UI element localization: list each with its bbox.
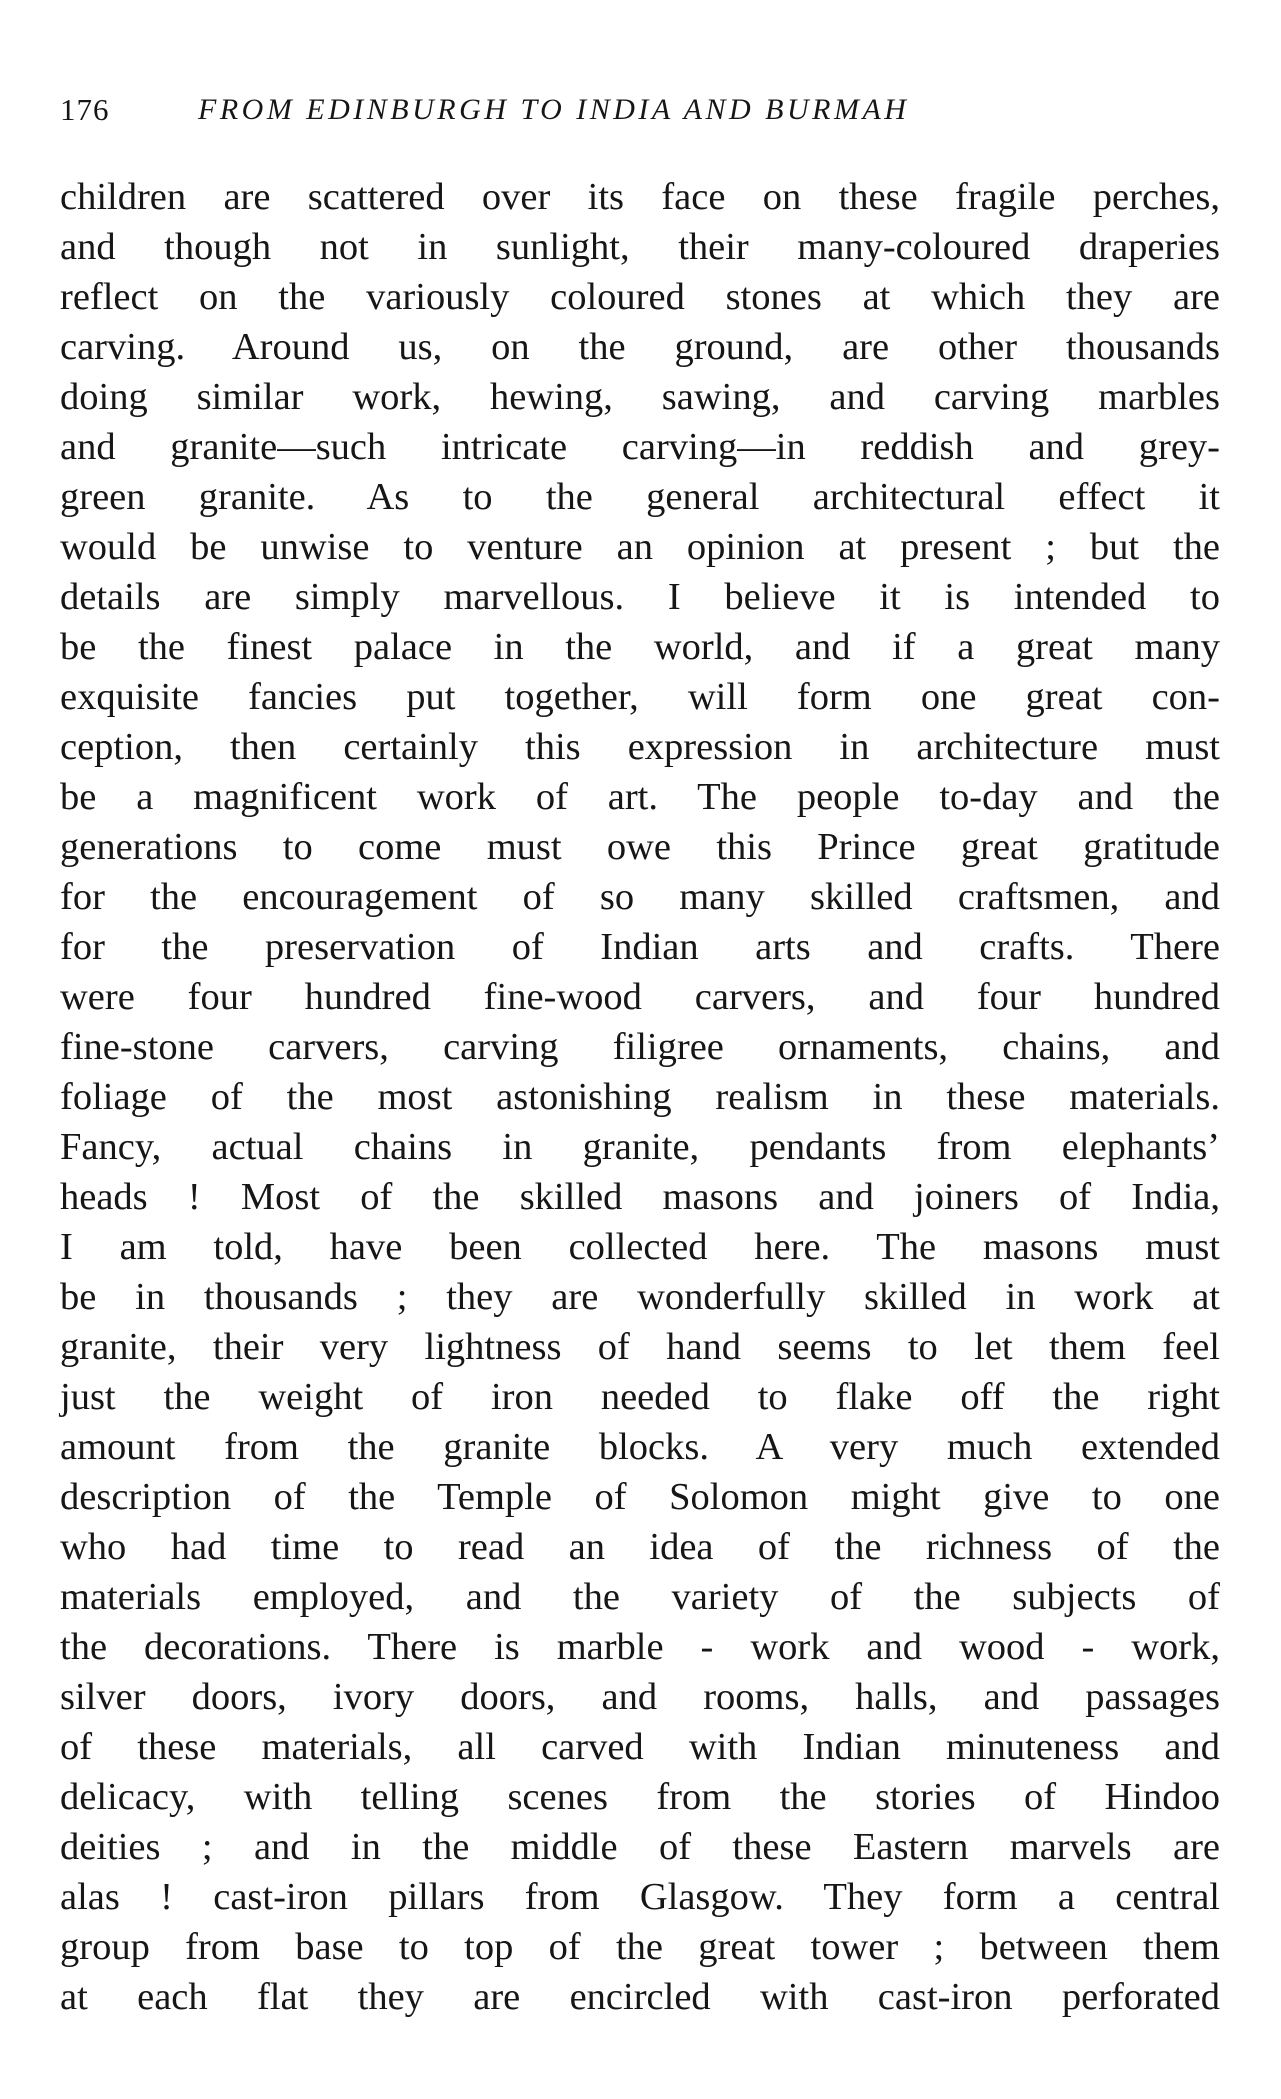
text-line: ception, then certainly this expression in architecture must bbox=[60, 726, 1220, 768]
text-line: amount from the granite blocks. A very much extended bbox=[60, 1426, 1220, 1468]
text-line: the decorations. There is marble - work and wood - work, bbox=[60, 1626, 1220, 1668]
page-header bbox=[60, 90, 1220, 130]
text-line: who had time to read an idea of the richness of the bbox=[60, 1526, 1220, 1568]
text-line: alas ! cast-iron pillars from Glasgow. They form a central bbox=[60, 1876, 1220, 1918]
text-line: deities ; and in the middle of these Eastern marvels are bbox=[60, 1826, 1220, 1868]
text-line: delicacy, with telling scenes from the stories of Hindoo bbox=[60, 1776, 1220, 1818]
text-line: and granite—such intricate carving—in reddish and grey- bbox=[60, 426, 1220, 468]
text-line: of these materials, all carved with Indian minuteness and bbox=[60, 1726, 1220, 1768]
text-line: be in thousands ; they are wonderfully skilled in work at bbox=[60, 1276, 1220, 1318]
text-line: be a magnificent work of art. The people to-day and the bbox=[60, 776, 1220, 818]
text-line: details are simply marvellous. I believe it is intended to bbox=[60, 576, 1220, 618]
text-line: reflect on the variously coloured stones at which they are bbox=[60, 276, 1220, 318]
running-title: FROM EDINBURGH TO INDIA AND BURMAH bbox=[198, 93, 910, 126]
text-line: I am told, have been collected here. The masons must bbox=[60, 1226, 1220, 1268]
text-line: exquisite fancies put together, will form one great con- bbox=[60, 676, 1220, 718]
text-line: green granite. As to the general architectural effect it bbox=[60, 476, 1220, 518]
text-line: foliage of the most astonishing realism in these materials. bbox=[60, 1076, 1220, 1118]
text-line: just the weight of iron needed to flake off the right bbox=[60, 1376, 1220, 1418]
text-line: description of the Temple of Solomon might give to one bbox=[60, 1476, 1220, 1518]
text-line: fine-stone carvers, carving filigree ornaments, chains, and bbox=[60, 1026, 1220, 1068]
text-line: were four hundred fine-wood carvers, and four hundred bbox=[60, 976, 1220, 1018]
body-text bbox=[60, 172, 1220, 2022]
text-line: at each flat they are encircled with cast-iron perforated bbox=[60, 1976, 1220, 2018]
text-line: doing similar work, hewing, sawing, and carving marbles bbox=[60, 376, 1220, 418]
text-line: materials employed, and the variety of the subjects of bbox=[60, 1576, 1220, 1618]
text-line: Fancy, actual chains in granite, pendants from elephants’ bbox=[60, 1126, 1220, 1168]
page-number: 176 bbox=[60, 92, 110, 127]
text-line: silver doors, ivory doors, and rooms, halls, and passages bbox=[60, 1676, 1220, 1718]
text-line: would be unwise to venture an opinion at present ; but the bbox=[60, 526, 1220, 568]
text-line: group from base to top of the great tower ; between them bbox=[60, 1926, 1220, 1968]
text-line: granite, their very lightness of hand seems to let them feel bbox=[60, 1326, 1220, 1368]
text-line: carving. Around us, on the ground, are other thousands bbox=[60, 326, 1220, 368]
text-line: generations to come must owe this Prince great gratitude bbox=[60, 826, 1220, 868]
text-line: heads ! Most of the skilled masons and joiners of India, bbox=[60, 1176, 1220, 1218]
text-line: children are scattered over its face on these fragile perches, bbox=[60, 176, 1220, 218]
text-line: be the finest palace in the world, and if a great many bbox=[60, 626, 1220, 668]
text-line: for the encouragement of so many skilled craftsmen, and bbox=[60, 876, 1220, 918]
text-line: and though not in sunlight, their many-coloured draperies bbox=[60, 226, 1220, 268]
text-line: for the preservation of Indian arts and crafts. There bbox=[60, 926, 1220, 968]
